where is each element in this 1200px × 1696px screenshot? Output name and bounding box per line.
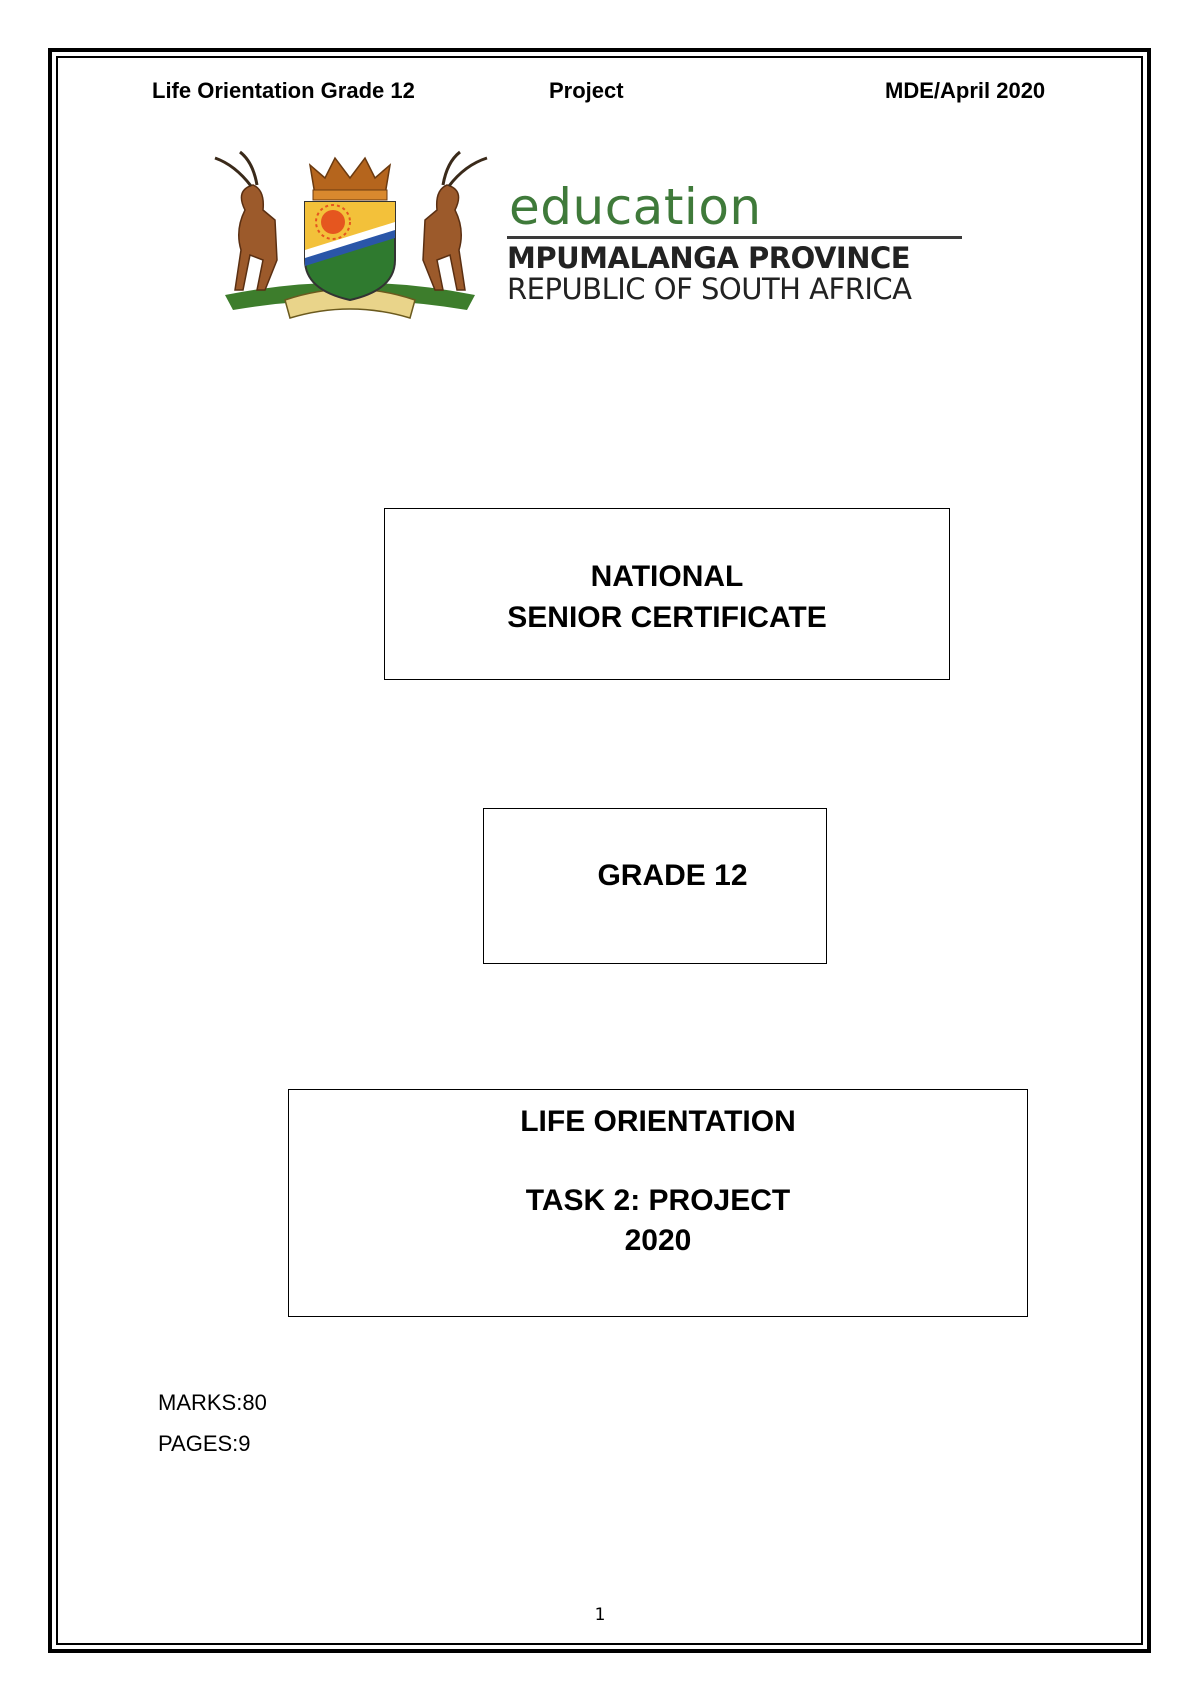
grade-label: GRADE 12 bbox=[597, 859, 748, 892]
certificate-line-2: SENIOR CERTIFICATE bbox=[507, 600, 827, 634]
pages-label: PAGES:9 bbox=[158, 1431, 251, 1456]
marks-label: MARKS:80 bbox=[158, 1390, 267, 1415]
coat-of-arms-icon bbox=[205, 150, 495, 330]
header-date: MDE/April 2020 bbox=[885, 78, 1046, 103]
logo-rule bbox=[507, 236, 962, 239]
task-title: TASK 2: PROJECT bbox=[525, 1183, 791, 1217]
grade-box bbox=[483, 808, 827, 964]
task-year: 2020 bbox=[624, 1224, 692, 1257]
subject-box bbox=[288, 1089, 1028, 1317]
certificate-box bbox=[384, 508, 950, 680]
header-subject: Life Orientation Grade 12 bbox=[152, 78, 415, 103]
department-logo-text bbox=[507, 178, 967, 307]
logo-province: MPUMALANGA PROVINCE bbox=[507, 241, 911, 275]
logo-country: REPUBLIC OF SOUTH AFRICA bbox=[507, 272, 912, 307]
subject-title: LIFE ORIENTATION bbox=[520, 1105, 796, 1138]
header-type: Project bbox=[549, 78, 624, 103]
certificate-line-1: NATIONAL bbox=[590, 560, 744, 593]
page-number: 1 bbox=[594, 1605, 606, 1625]
logo-education-word: education bbox=[509, 178, 762, 236]
